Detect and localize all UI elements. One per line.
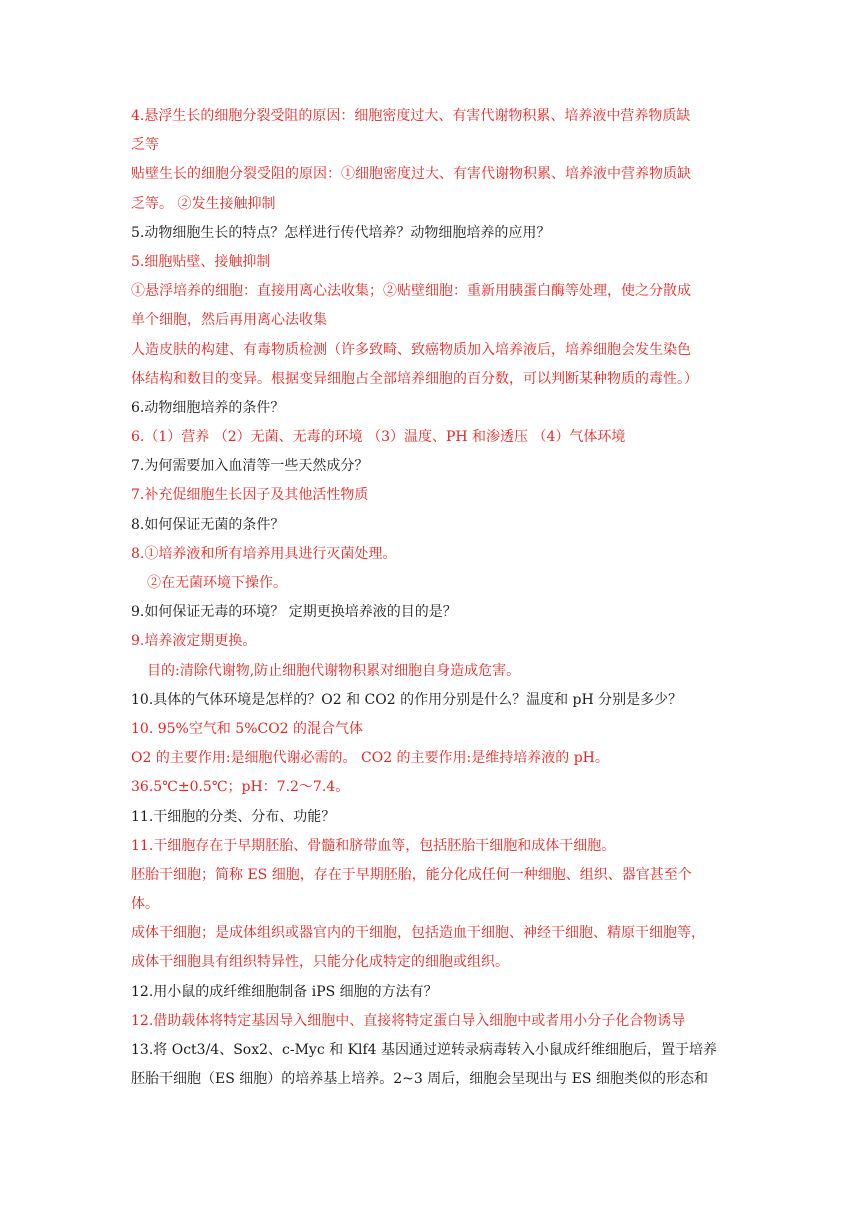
text-line: 成体干细胞；是成体组织或器官内的干细胞，包括造血干细胞、神经干细胞、精原干细胞等， [131,925,705,942]
text-line: 11.干细胞存在于早期胚胎、骨髓和脐带血等，包括胚胎干细胞和成体干细胞。 [131,837,616,854]
document-body [131,102,741,1094]
text-line: 9.如何保证无毒的环境？ 定期更换培养液的目的是？ [131,604,457,621]
text-line: 12.用小鼠的成纤维细胞制备 iPS 细胞的方法有？ [131,983,438,1000]
text-line: 11.干细胞的分类、分布、功能？ [131,808,336,825]
text-line: 体。 [131,896,159,913]
text-line: 5.细胞贴壁、接触抑制 [131,253,271,270]
text-line: 成体干细胞具有组织特异性，只能分化成特定的细胞或组织。 [131,954,509,971]
text-line: 7.为何需要加入血清等一些天然成分？ [131,458,369,475]
text-line: 人造皮肤的构建、有毒物质检测（许多致畸、致癌物质加入培养液后，培养细胞会发生染色 [131,341,691,358]
text-line: 4.悬浮生长的细胞分裂受阻的原因：细胞密度过大、有害代谢物积累、培养液中营养物质缺 [131,108,691,124]
text-line: O2 的主要作用:是细胞代谢必需的。 CO2 的主要作用:是维持培养液的 pH。 [131,750,609,767]
text-line: ②在无菌环境下操作。 [147,575,287,591]
text-line: 10.具体的气体环境是怎样的？O2 和 CO2 的作用分别是什么？温度和 pH 分别是多少？ [131,691,683,708]
text-line: 8.如何保证无菌的条件？ [131,516,285,533]
text-line: 乏等 [131,137,159,154]
text-line: 5.动物细胞生长的特点？怎样进行传代培养？动物细胞培养的应用？ [131,224,551,241]
text-line: 8.①培养液和所有培养用具进行灭菌处理。 [131,545,397,562]
text-line: 贴壁生长的细胞分裂受阻的原因：①细胞密度过大、有害代谢物积累、培养液中营养物质缺 [131,166,691,183]
text-line: 胚胎干细胞（ES 细胞）的培养基上培养。2~3 周后，细胞会呈现出与 ES 细胞类似的形态和 [131,1071,708,1088]
text-line: 6.动物细胞培养的条件？ [131,399,285,416]
text-line: ①悬浮培养的细胞：直接用离心法收集；②贴壁细胞：重新用胰蛋白酶等处理，使之分散成 [131,283,691,300]
text-line: 胚胎干细胞；简称 ES 细胞，存在于早期胚胎，能分化成任何一种细胞、组织、器官甚至个 [131,866,692,883]
text-line: 9.培养液定期更换。 [131,633,257,650]
text-line: 7.补充促细胞生长因子及其他活性物质 [131,487,369,504]
text-line: 10. 95%空气和 5%CO2 的混合气体 [131,720,364,737]
text-line: 目的:清除代谢物,防止细胞代谢物积累对细胞自身造成危害。 [147,662,521,679]
text-line: 6.（1）营养 （2）无菌、无毒的环境 （3）温度、PH 和渗透压 （4）气体环境 [131,429,626,446]
text-line: 36.5℃±0.5℃；pH：7.2～7.4。 [131,779,350,796]
text-line: 体结构和数目的变异。根据变异细胞占全部培养细胞的百分数，可以判断某种物质的毒性。） [131,370,698,387]
text-line: 12.借助载体将特定基因导入细胞中、直接将特定蛋白导入细胞中或者用小分子化合物诱导 [131,1012,686,1029]
text-line: 乏等。 ②发生接触抑制 [131,195,276,212]
text-line: 13.将 Oct3/4、Sox2、c-Myc 和 Klf4 基因通过逆转录病毒转入小鼠成纤维细胞后，置于培养 [131,1042,718,1058]
text-line: 单个细胞，然后再用离心法收集 [131,312,327,329]
